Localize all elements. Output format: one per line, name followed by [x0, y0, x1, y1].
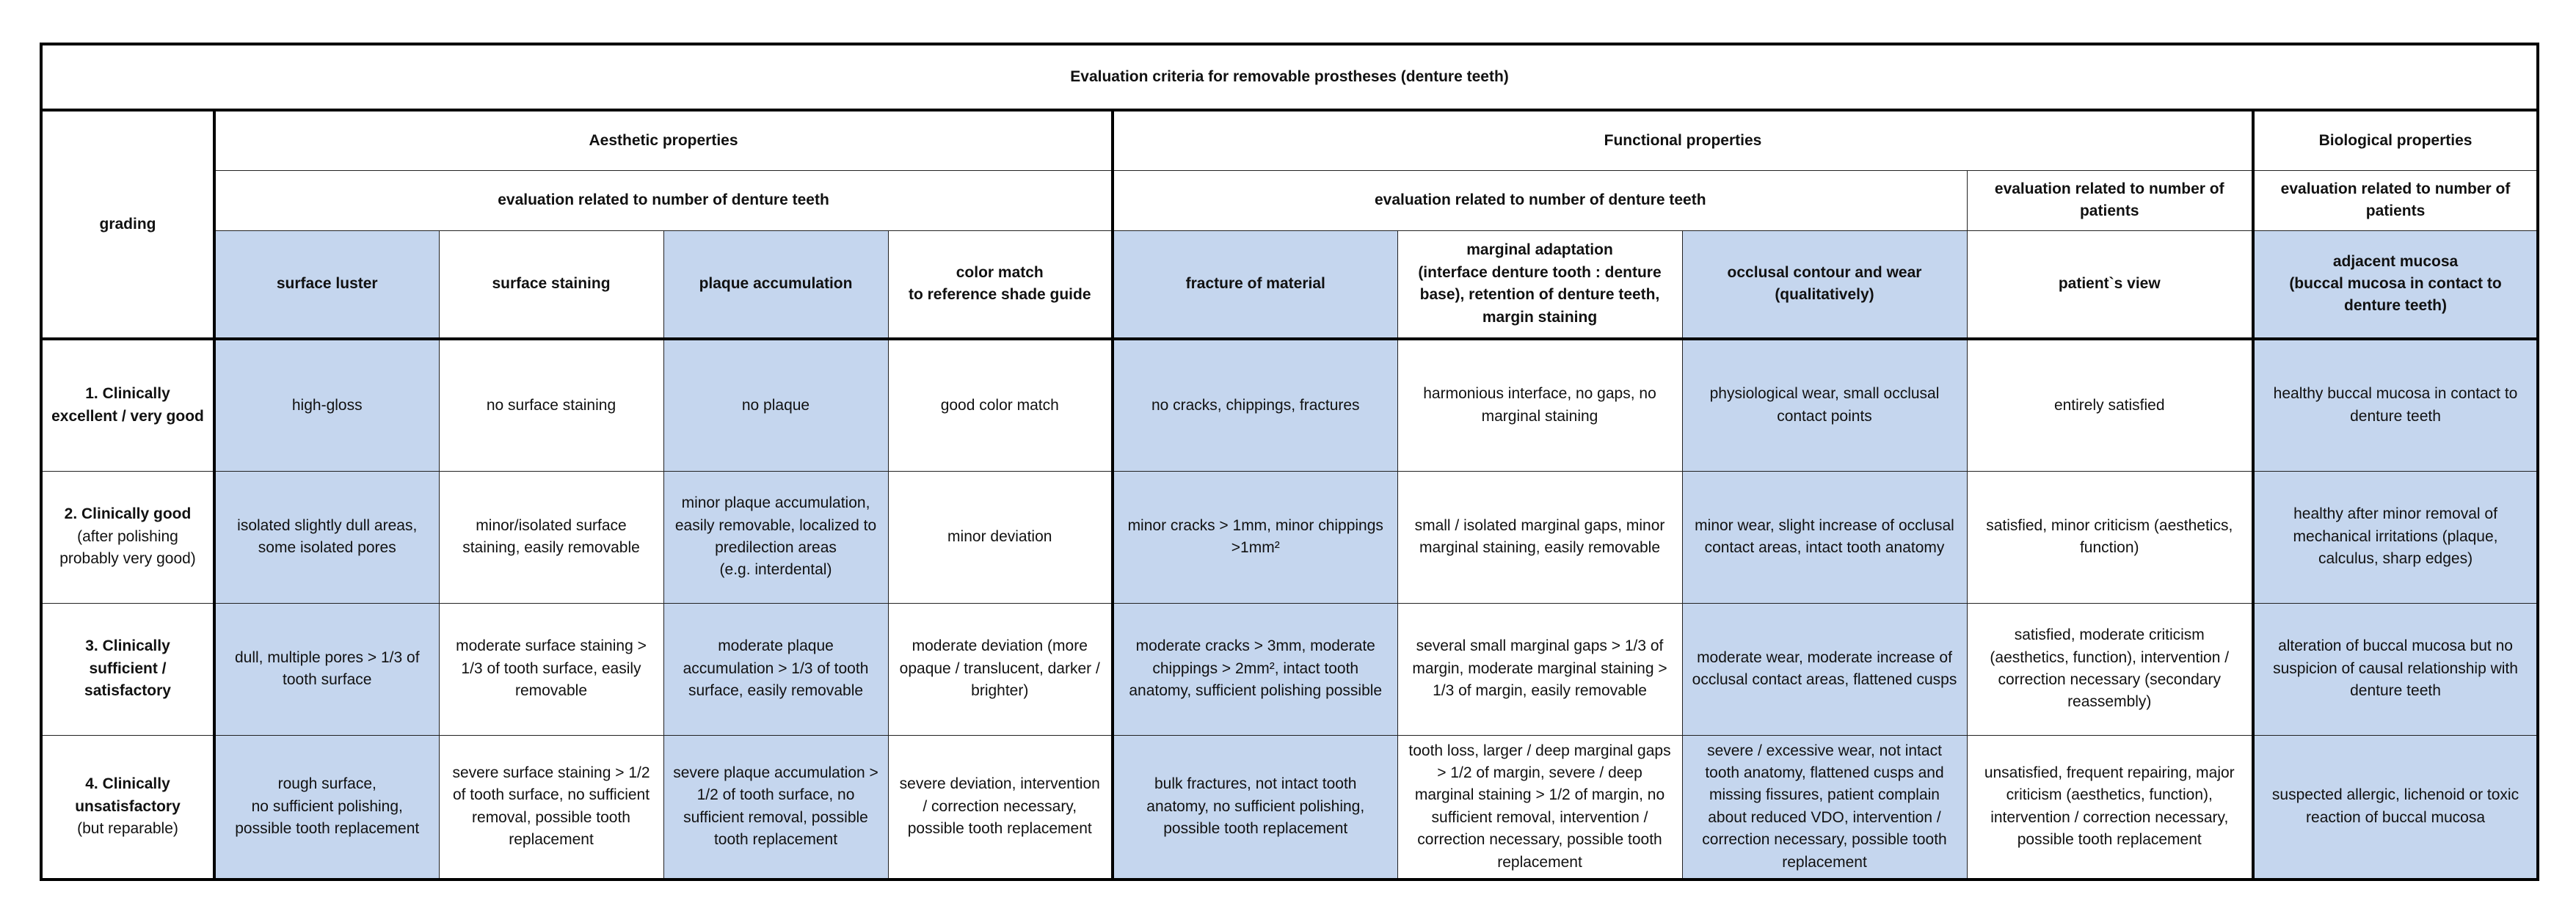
criterion-header: surface staining	[439, 230, 663, 339]
grade-row	[41, 471, 2538, 603]
criteria-cell: no cracks, chippings, fractures	[1113, 339, 1397, 471]
grade-title: 4. Clinically unsatisfactory	[75, 775, 181, 815]
functional-group-header: Functional properties	[1113, 110, 2253, 170]
table-title: Evaluation criteria for removable prostheses (denture teeth)	[41, 44, 2538, 110]
grade-label	[41, 735, 214, 880]
grade-label	[41, 471, 214, 603]
evaluation-criteria-table	[40, 43, 2539, 881]
grade-title: 1. Clinically excellent / very good	[51, 385, 204, 425]
criteria-cell: moderate surface staining > 1/3 of tooth surface, easily removable	[439, 603, 663, 735]
criteria-cell: severe deviation, intervention / correction necessary, possible tooth replacement	[888, 735, 1113, 880]
grade-title: 2. Clinically good	[64, 505, 192, 523]
grade-note: (after polishing probably very good)	[59, 527, 196, 568]
criteria-cell: minor/isolated surface staining, easily removable	[439, 471, 663, 603]
aesthetic-subgroup-header: evaluation related to number of denture teeth	[214, 170, 1113, 230]
criteria-cell: severe surface staining > 1/2 of tooth surface, no sufficient removal, possible tooth replacement	[439, 735, 663, 880]
criterion-header: fracture of material	[1113, 230, 1397, 339]
criteria-cell: tooth loss, larger / deep marginal gaps > 1/2 of margin, severe / deep marginal staining > 1/2 of margin, no sufficient removal, intervention / correction necessary, possible tooth replacement	[1397, 735, 1682, 880]
grade-row	[41, 339, 2538, 471]
criterion-header: marginal adaptation (interface denture tooth : denture base), retention of denture teeth, margin staining	[1397, 230, 1682, 339]
criteria-cell: harmonious interface, no gaps, no marginal staining	[1397, 339, 1682, 471]
functional-patients-subgroup-header: evaluation related to number of patients	[1967, 170, 2253, 230]
grading-header: grading	[41, 110, 214, 339]
grade-label	[41, 603, 214, 735]
criterion-header: plaque accumulation	[663, 230, 888, 339]
criteria-cell: high-gloss	[214, 339, 439, 471]
criteria-cell: isolated slightly dull areas, some isolated pores	[214, 471, 439, 603]
criteria-cell: several small marginal gaps > 1/3 of margin, moderate marginal staining > 1/3 of margin, easily removable	[1397, 603, 1682, 735]
criteria-cell: moderate deviation (more opaque / translucent, darker / brighter)	[888, 603, 1113, 735]
criteria-cell: good color match	[888, 339, 1113, 471]
criteria-cell: minor plaque accumulation, easily removable, localized to predilection areas (e.g. interdental)	[663, 471, 888, 603]
criteria-cell: entirely satisfied	[1967, 339, 2253, 471]
criteria-table-container	[40, 43, 2539, 881]
criteria-cell: unsatisfied, frequent repairing, major criticism (aesthetics, function), intervention / correction necessary, possible tooth replacement	[1967, 735, 2253, 880]
grade-title: 3. Clinically sufficient / satisfactory	[84, 637, 171, 700]
criteria-cell: severe / excessive wear, not intact tooth anatomy, flattened cusps and missing fissures, patient complain about reduced VDO, intervention / correction necessary, possible tooth replacement	[1682, 735, 1967, 880]
subgroup-row	[41, 170, 2538, 230]
criteria-cell: moderate cracks > 3mm, moderate chippings > 2mm², intact tooth anatomy, sufficient polishing possible	[1113, 603, 1397, 735]
group-row	[41, 110, 2538, 170]
criteria-cell: no surface staining	[439, 339, 663, 471]
criteria-cell: satisfied, minor criticism (aesthetics, function)	[1967, 471, 2253, 603]
grade-row	[41, 735, 2538, 880]
grade-label	[41, 339, 214, 471]
criteria-cell: minor cracks > 1mm, minor chippings >1mm²	[1113, 471, 1397, 603]
criterion-header: surface luster	[214, 230, 439, 339]
criteria-cell: severe plaque accumulation > 1/2 of tooth surface, no sufficient removal, possible tooth replacement	[663, 735, 888, 880]
criterion-header: adjacent mucosa (buccal mucosa in contact to denture teeth)	[2253, 230, 2538, 339]
grade-note: (but reparable)	[77, 820, 178, 838]
criterion-header: color match to reference shade guide	[888, 230, 1113, 339]
criteria-cell: minor wear, slight increase of occlusal contact areas, intact tooth anatomy	[1682, 471, 1967, 603]
criterion-header: patient`s view	[1967, 230, 2253, 339]
criteria-cell: satisfied, moderate criticism (aesthetics, function), intervention / correction necessary (secondary reassembly)	[1967, 603, 2253, 735]
criteria-cell: alteration of buccal mucosa but no suspicion of causal relationship with denture teeth	[2253, 603, 2538, 735]
criteria-row	[41, 230, 2538, 339]
biological-subgroup-header: evaluation related to number of patients	[2253, 170, 2538, 230]
criterion-header: occlusal contour and wear (qualitatively)	[1682, 230, 1967, 339]
criteria-cell: moderate wear, moderate increase of occlusal contact areas, flattened cusps	[1682, 603, 1967, 735]
functional-teeth-subgroup-header: evaluation related to number of denture teeth	[1113, 170, 1967, 230]
biological-group-header: Biological properties	[2253, 110, 2538, 170]
criteria-cell: healthy after minor removal of mechanical irritations (plaque, calculus, sharp edges)	[2253, 471, 2538, 603]
criteria-cell: no plaque	[663, 339, 888, 471]
criteria-cell: small / isolated marginal gaps, minor marginal staining, easily removable	[1397, 471, 1682, 603]
criteria-cell: moderate plaque accumulation > 1/3 of tooth surface, easily removable	[663, 603, 888, 735]
criteria-cell: bulk fractures, not intact tooth anatomy, no sufficient polishing, possible tooth replacement	[1113, 735, 1397, 880]
criteria-cell: suspected allergic, lichenoid or toxic reaction of buccal mucosa	[2253, 735, 2538, 880]
title-row	[41, 44, 2538, 110]
aesthetic-group-header: Aesthetic properties	[214, 110, 1113, 170]
criteria-cell: minor deviation	[888, 471, 1113, 603]
grade-row	[41, 603, 2538, 735]
criteria-cell: rough surface, no sufficient polishing, possible tooth replacement	[214, 735, 439, 880]
criteria-cell: dull, multiple pores > 1/3 of tooth surface	[214, 603, 439, 735]
criteria-cell: physiological wear, small occlusal contact points	[1682, 339, 1967, 471]
criteria-cell: healthy buccal mucosa in contact to denture teeth	[2253, 339, 2538, 471]
